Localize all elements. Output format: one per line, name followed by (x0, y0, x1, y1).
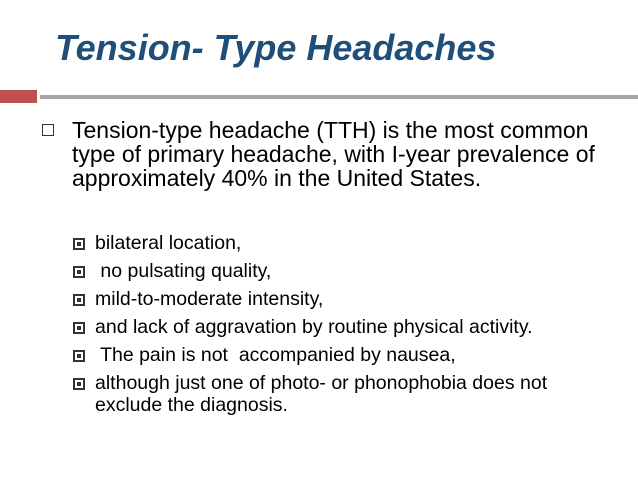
filled-square-bullet-icon (73, 294, 85, 306)
sub-bullet-text: and lack of aggravation by routine physical activity. (95, 316, 533, 338)
sub-bullet-text: mild-to-moderate intensity, (95, 288, 324, 310)
sub-bullet (73, 260, 613, 282)
sub-bullet-text: bilateral location, (95, 232, 242, 254)
sub-bullet (73, 316, 613, 338)
main-bullet-text: Tension-type headache (TTH) is the most common type of primary headache, with I-year prevalence of approximately 40% in the United States. (72, 117, 595, 191)
sub-bullet (73, 344, 613, 366)
accent-bar (0, 90, 37, 103)
sub-bullet-text: although just one of photo- or phonophobia does not exclude the diagnosis. (95, 372, 548, 416)
filled-square-bullet-icon (73, 238, 85, 250)
square-bullet-icon (42, 124, 54, 136)
filled-square-bullet-icon (73, 378, 85, 390)
title-divider (40, 95, 638, 99)
sub-bullet-list (73, 232, 613, 422)
sub-bullet (73, 372, 613, 416)
main-bullet (42, 118, 602, 190)
filled-square-bullet-icon (73, 266, 85, 278)
sub-bullet-text: no pulsating quality, (95, 260, 272, 282)
sub-bullet (73, 288, 613, 310)
sub-bullet-text: The pain is not accompanied by nausea, (95, 344, 456, 366)
sub-bullet (73, 232, 613, 254)
filled-square-bullet-icon (73, 350, 85, 362)
slide-title: Tension- Type Headaches (55, 27, 497, 68)
filled-square-bullet-icon (73, 322, 85, 334)
